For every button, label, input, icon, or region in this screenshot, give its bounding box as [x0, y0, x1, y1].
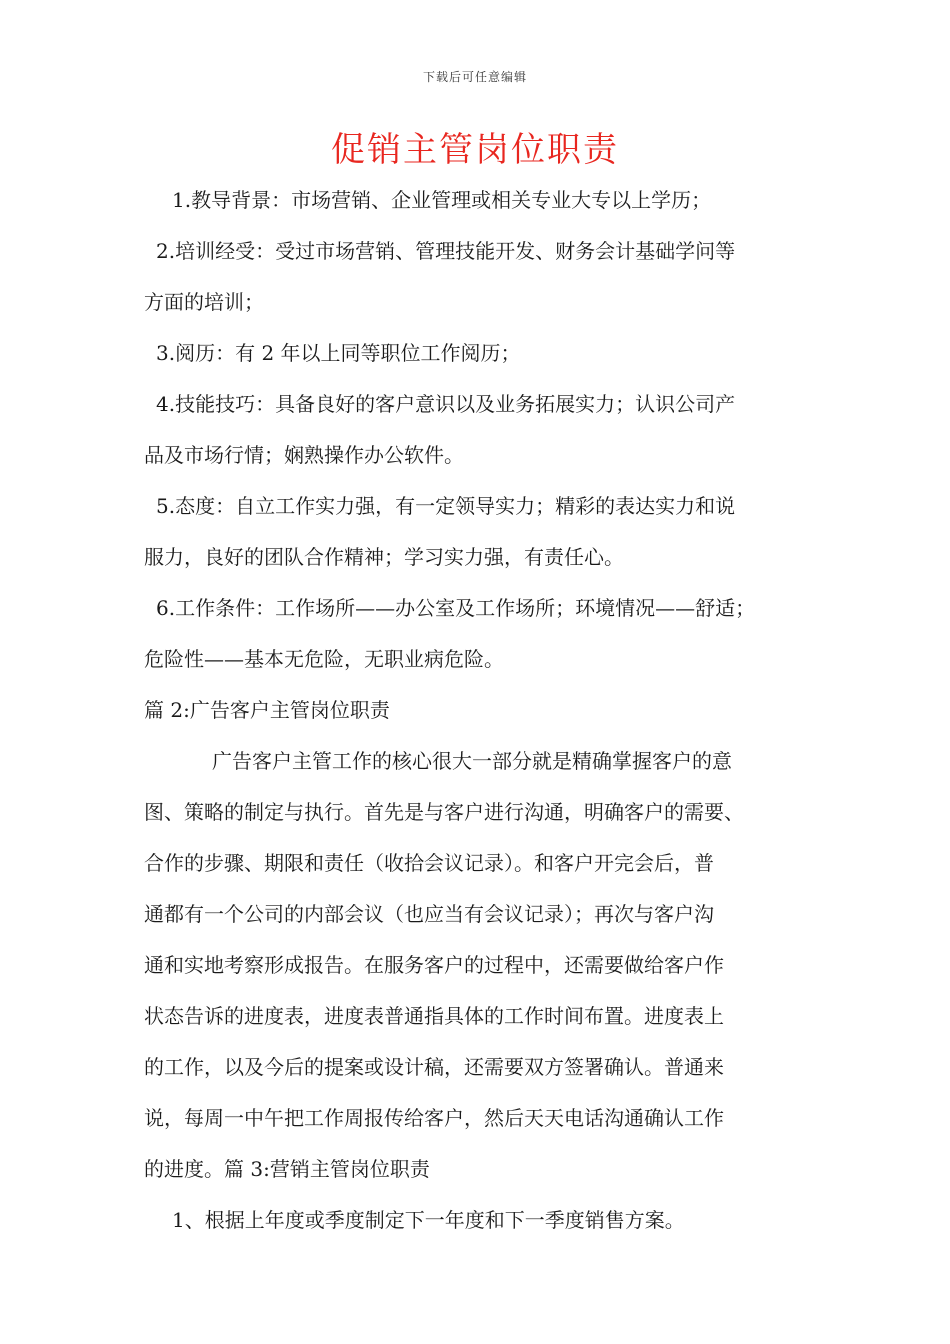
document-title: 促销主管岗位职责 — [331, 130, 619, 170]
paragraph-line: 的进度。篇 3:营销主管岗位职责 — [144, 1157, 430, 1181]
requirement-skills-line-2: 品及市场行情；娴熟操作办公软件。 — [144, 443, 464, 467]
paragraph-line: 合作的步骤、期限和责任（收拾会议记录）。和客户开完会后，普 — [144, 851, 714, 875]
section-heading-2: 篇 2:广告客户主管岗位职责 — [144, 698, 390, 722]
paragraph-line: 说，每周一中午把工作周报传给客户，然后天天电话沟通确认工作 — [144, 1106, 724, 1130]
paragraph-line: 通都有一个公司的内部会议（也应当有会议记录）；再次与客户沟 — [144, 902, 714, 926]
document-body — [144, 175, 812, 1246]
paragraph-line: 广告客户主管工作的核心很大一部分就是精确掌握客户的意 — [212, 749, 732, 773]
requirement-training-line-2: 方面的培训； — [144, 290, 264, 314]
requirement-education: 1.教导背景：市场营销、企业管理或相关专业大专以上学历； — [172, 188, 712, 212]
requirement-training-line-1: 2.培训经受：受过市场营销、管理技能开发、财务会计基础学问等 — [156, 239, 736, 263]
paragraph-line: 图、策略的制定与执行。首先是与客户进行沟通，明确客户的需要、 — [144, 800, 744, 824]
header-note: 下载后可任意编辑 — [422, 70, 527, 84]
requirement-skills-line-1: 4.技能技巧：具备良好的客户意识以及业务拓展实力；认识公司产 — [156, 392, 736, 416]
requirement-attitude-line-1: 5.态度：自立工作实力强，有一定领导实力；精彩的表达实力和说 — [156, 494, 736, 518]
requirement-experience: 3.阅历：有 2 年以上同等职位工作阅历； — [156, 341, 521, 365]
marketing-duty-1: 1、根据上年度或季度制定下一年度和下一季度销售方案。 — [172, 1208, 685, 1232]
requirement-conditions-line-1: 6.工作条件：工作场所——办公室及工作场所；环境情况——舒适； — [156, 596, 756, 620]
paragraph-line: 的工作，以及今后的提案或设计稿，还需要双方签署确认。普通来 — [144, 1055, 724, 1079]
requirement-attitude-line-2: 服力，良好的团队合作精神；学习实力强，有责任心。 — [144, 545, 624, 569]
paragraph-line: 状态告诉的进度表，进度表普通指具体的工作时间布置。进度表上 — [144, 1004, 724, 1028]
requirement-conditions-line-2: 危险性——基本无危险，无职业病危险。 — [144, 647, 504, 671]
paragraph-line: 通和实地考察形成报告。在服务客户的过程中，还需要做给客户作 — [144, 953, 724, 977]
